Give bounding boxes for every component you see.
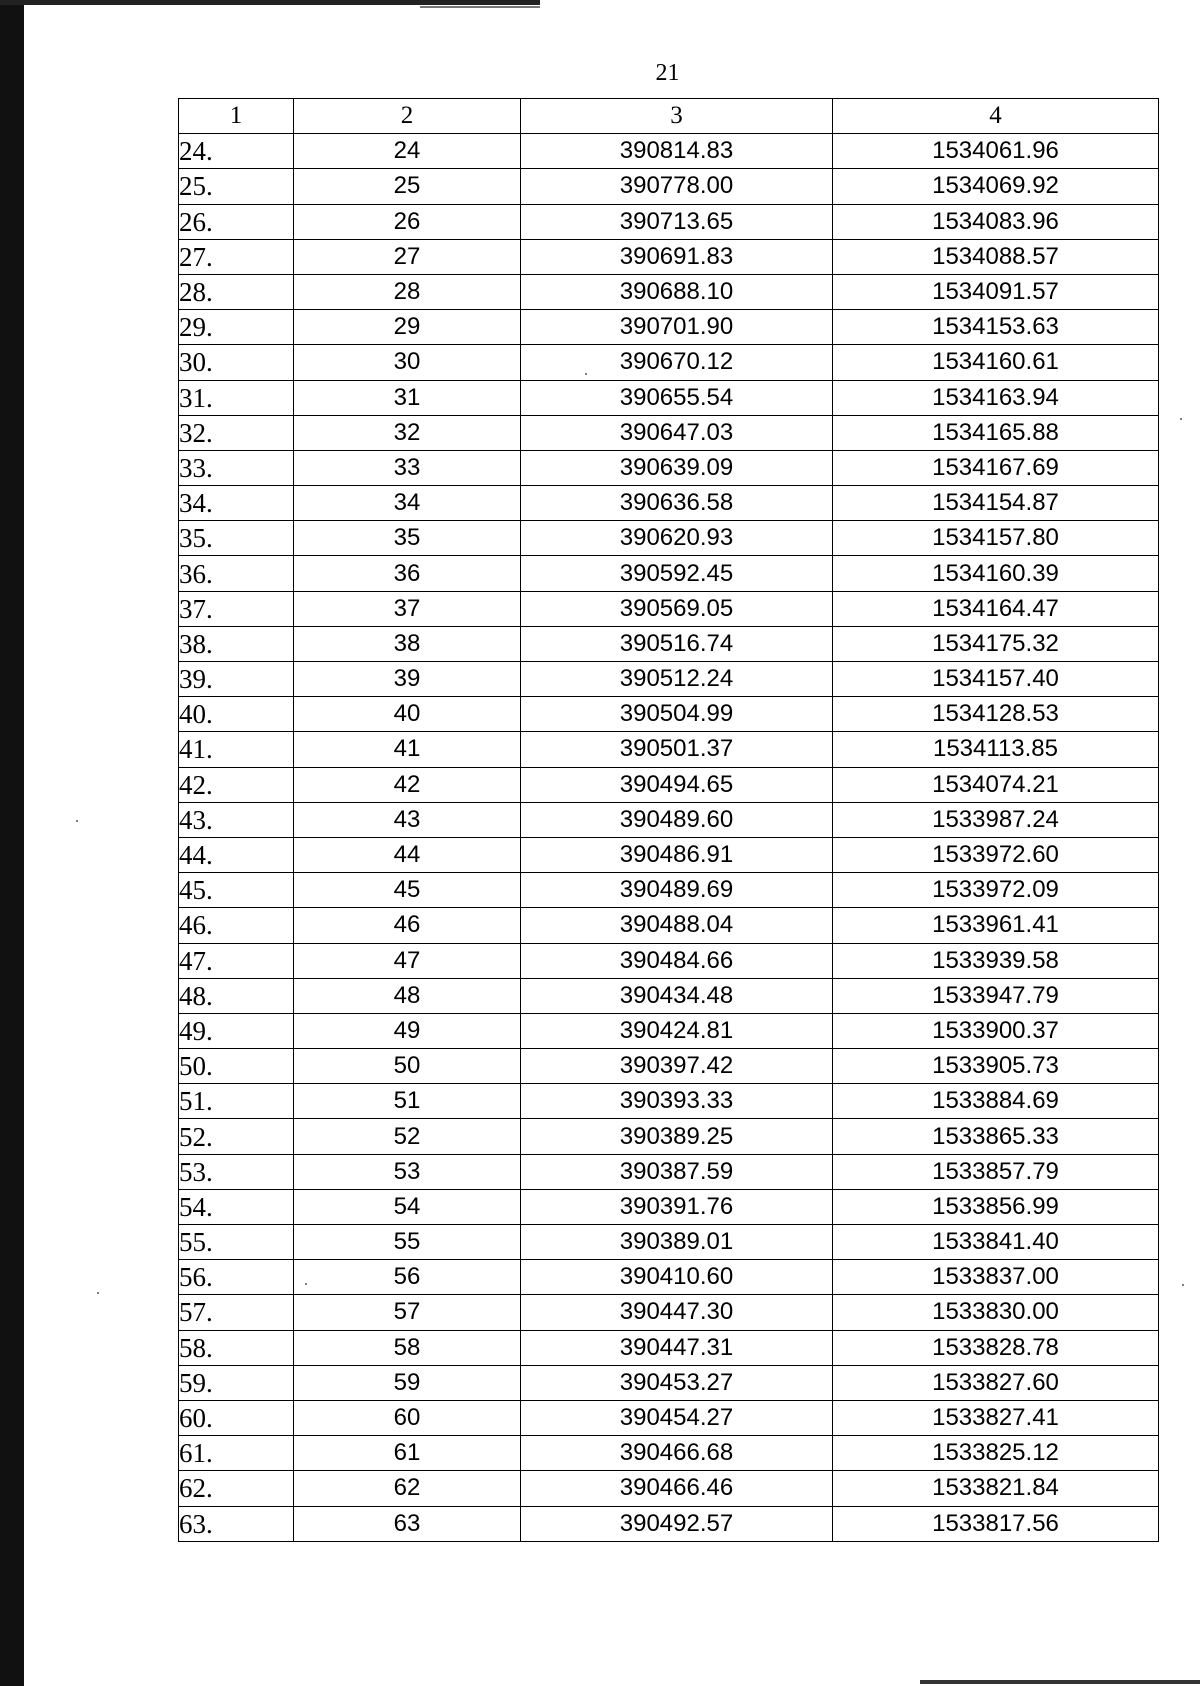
point-id-cell: 53 bbox=[294, 1154, 521, 1189]
table-row bbox=[179, 169, 1159, 204]
table-body bbox=[179, 134, 1159, 1542]
column-header-2: 2 bbox=[294, 99, 521, 134]
x-coordinate-cell: 390391.76 bbox=[521, 1189, 833, 1224]
row-number-cell: 52. bbox=[179, 1119, 294, 1154]
row-number-cell: 51. bbox=[179, 1084, 294, 1119]
table-row bbox=[179, 1154, 1159, 1189]
scan-edge-left bbox=[0, 0, 24, 1686]
table-row bbox=[179, 204, 1159, 239]
point-id-cell: 26 bbox=[294, 204, 521, 239]
table-row bbox=[179, 1365, 1159, 1400]
y-coordinate-cell: 1534069.92 bbox=[833, 169, 1159, 204]
table-row bbox=[179, 1225, 1159, 1260]
x-coordinate-cell: 390620.93 bbox=[521, 521, 833, 556]
y-coordinate-cell: 1534167.69 bbox=[833, 450, 1159, 485]
point-id-cell: 45 bbox=[294, 873, 521, 908]
table-row bbox=[179, 134, 1159, 169]
table-row bbox=[179, 1295, 1159, 1330]
table-row bbox=[179, 1506, 1159, 1541]
point-id-cell: 56 bbox=[294, 1260, 521, 1295]
x-coordinate-cell: 390647.03 bbox=[521, 415, 833, 450]
table-row bbox=[179, 802, 1159, 837]
row-number-cell: 50. bbox=[179, 1049, 294, 1084]
point-id-cell: 51 bbox=[294, 1084, 521, 1119]
row-number-cell: 32. bbox=[179, 415, 294, 450]
row-number-cell: 34. bbox=[179, 486, 294, 521]
row-number-cell: 55. bbox=[179, 1225, 294, 1260]
row-number-cell: 27. bbox=[179, 239, 294, 274]
x-coordinate-cell: 390688.10 bbox=[521, 274, 833, 309]
table-row bbox=[179, 697, 1159, 732]
x-coordinate-cell: 390492.57 bbox=[521, 1506, 833, 1541]
point-id-cell: 49 bbox=[294, 1013, 521, 1048]
table-row bbox=[179, 1260, 1159, 1295]
y-coordinate-cell: 1533827.60 bbox=[833, 1365, 1159, 1400]
y-coordinate-cell: 1534160.39 bbox=[833, 556, 1159, 591]
point-id-cell: 38 bbox=[294, 626, 521, 661]
x-coordinate-cell: 390454.27 bbox=[521, 1400, 833, 1435]
y-coordinate-cell: 1533865.33 bbox=[833, 1119, 1159, 1154]
table-row bbox=[179, 1330, 1159, 1365]
x-coordinate-cell: 390466.46 bbox=[521, 1471, 833, 1506]
x-coordinate-cell: 390484.66 bbox=[521, 943, 833, 978]
x-coordinate-cell: 390410.60 bbox=[521, 1260, 833, 1295]
row-number-cell: 59. bbox=[179, 1365, 294, 1400]
point-id-cell: 35 bbox=[294, 521, 521, 556]
coordinates-table bbox=[178, 98, 1159, 1542]
row-number-cell: 33. bbox=[179, 450, 294, 485]
scan-speck bbox=[76, 820, 78, 822]
y-coordinate-cell: 1533972.09 bbox=[833, 873, 1159, 908]
y-coordinate-cell: 1533827.41 bbox=[833, 1400, 1159, 1435]
column-header-4: 4 bbox=[833, 99, 1159, 134]
x-coordinate-cell: 390701.90 bbox=[521, 310, 833, 345]
point-id-cell: 24 bbox=[294, 134, 521, 169]
point-id-cell: 52 bbox=[294, 1119, 521, 1154]
table-row bbox=[179, 1013, 1159, 1048]
point-id-cell: 60 bbox=[294, 1400, 521, 1435]
row-number-cell: 60. bbox=[179, 1400, 294, 1435]
scan-edge-top bbox=[0, 0, 540, 5]
row-number-cell: 58. bbox=[179, 1330, 294, 1365]
row-number-cell: 48. bbox=[179, 978, 294, 1013]
row-number-cell: 43. bbox=[179, 802, 294, 837]
table-row bbox=[179, 556, 1159, 591]
y-coordinate-cell: 1533830.00 bbox=[833, 1295, 1159, 1330]
row-number-cell: 29. bbox=[179, 310, 294, 345]
point-id-cell: 33 bbox=[294, 450, 521, 485]
table-row bbox=[179, 1084, 1159, 1119]
point-id-cell: 29 bbox=[294, 310, 521, 345]
row-number-cell: 31. bbox=[179, 380, 294, 415]
x-coordinate-cell: 390504.99 bbox=[521, 697, 833, 732]
x-coordinate-cell: 390569.05 bbox=[521, 591, 833, 626]
x-coordinate-cell: 390447.30 bbox=[521, 1295, 833, 1330]
table-row bbox=[179, 591, 1159, 626]
row-number-cell: 35. bbox=[179, 521, 294, 556]
x-coordinate-cell: 390512.24 bbox=[521, 662, 833, 697]
y-coordinate-cell: 1533856.99 bbox=[833, 1189, 1159, 1224]
row-number-cell: 44. bbox=[179, 837, 294, 872]
point-id-cell: 54 bbox=[294, 1189, 521, 1224]
point-id-cell: 31 bbox=[294, 380, 521, 415]
row-number-cell: 47. bbox=[179, 943, 294, 978]
y-coordinate-cell: 1533900.37 bbox=[833, 1013, 1159, 1048]
row-number-cell: 49. bbox=[179, 1013, 294, 1048]
point-id-cell: 48 bbox=[294, 978, 521, 1013]
table-row bbox=[179, 662, 1159, 697]
x-coordinate-cell: 390778.00 bbox=[521, 169, 833, 204]
scan-edge-bottom bbox=[920, 1680, 1200, 1684]
row-number-cell: 56. bbox=[179, 1260, 294, 1295]
x-coordinate-cell: 390466.68 bbox=[521, 1436, 833, 1471]
row-number-cell: 30. bbox=[179, 345, 294, 380]
table-header-row bbox=[179, 99, 1159, 134]
row-number-cell: 37. bbox=[179, 591, 294, 626]
x-coordinate-cell: 390488.04 bbox=[521, 908, 833, 943]
row-number-cell: 26. bbox=[179, 204, 294, 239]
point-id-cell: 46 bbox=[294, 908, 521, 943]
x-coordinate-cell: 390397.42 bbox=[521, 1049, 833, 1084]
point-id-cell: 61 bbox=[294, 1436, 521, 1471]
y-coordinate-cell: 1534061.96 bbox=[833, 134, 1159, 169]
table-row bbox=[179, 1436, 1159, 1471]
point-id-cell: 58 bbox=[294, 1330, 521, 1365]
table-row bbox=[179, 1049, 1159, 1084]
table-row bbox=[179, 978, 1159, 1013]
row-number-cell: 45. bbox=[179, 873, 294, 908]
table-row bbox=[179, 345, 1159, 380]
table-row bbox=[179, 1119, 1159, 1154]
y-coordinate-cell: 1533821.84 bbox=[833, 1471, 1159, 1506]
x-coordinate-cell: 390814.83 bbox=[521, 134, 833, 169]
point-id-cell: 40 bbox=[294, 697, 521, 732]
point-id-cell: 36 bbox=[294, 556, 521, 591]
point-id-cell: 28 bbox=[294, 274, 521, 309]
y-coordinate-cell: 1533905.73 bbox=[833, 1049, 1159, 1084]
x-coordinate-cell: 390592.45 bbox=[521, 556, 833, 591]
table-row bbox=[179, 310, 1159, 345]
point-id-cell: 30 bbox=[294, 345, 521, 380]
y-coordinate-cell: 1534164.47 bbox=[833, 591, 1159, 626]
table-row bbox=[179, 1400, 1159, 1435]
point-id-cell: 41 bbox=[294, 732, 521, 767]
x-coordinate-cell: 390494.65 bbox=[521, 767, 833, 802]
scan-speck bbox=[1182, 1284, 1184, 1286]
row-number-cell: 46. bbox=[179, 908, 294, 943]
table-row bbox=[179, 450, 1159, 485]
scan-edge-top-thin bbox=[420, 6, 540, 8]
x-coordinate-cell: 390489.60 bbox=[521, 802, 833, 837]
scan-speck bbox=[1180, 418, 1182, 420]
point-id-cell: 55 bbox=[294, 1225, 521, 1260]
table-row bbox=[179, 908, 1159, 943]
y-coordinate-cell: 1533817.56 bbox=[833, 1506, 1159, 1541]
y-coordinate-cell: 1533857.79 bbox=[833, 1154, 1159, 1189]
y-coordinate-cell: 1533947.79 bbox=[833, 978, 1159, 1013]
y-coordinate-cell: 1533884.69 bbox=[833, 1084, 1159, 1119]
y-coordinate-cell: 1534165.88 bbox=[833, 415, 1159, 450]
y-coordinate-cell: 1534091.57 bbox=[833, 274, 1159, 309]
row-number-cell: 38. bbox=[179, 626, 294, 661]
column-header-3: 3 bbox=[521, 99, 833, 134]
y-coordinate-cell: 1534113.85 bbox=[833, 732, 1159, 767]
table-row bbox=[179, 274, 1159, 309]
point-id-cell: 59 bbox=[294, 1365, 521, 1400]
y-coordinate-cell: 1534160.61 bbox=[833, 345, 1159, 380]
table-row bbox=[179, 239, 1159, 274]
y-coordinate-cell: 1534154.87 bbox=[833, 486, 1159, 521]
y-coordinate-cell: 1533828.78 bbox=[833, 1330, 1159, 1365]
row-number-cell: 25. bbox=[179, 169, 294, 204]
point-id-cell: 37 bbox=[294, 591, 521, 626]
x-coordinate-cell: 390636.58 bbox=[521, 486, 833, 521]
row-number-cell: 28. bbox=[179, 274, 294, 309]
point-id-cell: 57 bbox=[294, 1295, 521, 1330]
y-coordinate-cell: 1534088.57 bbox=[833, 239, 1159, 274]
row-number-cell: 39. bbox=[179, 662, 294, 697]
x-coordinate-cell: 390691.83 bbox=[521, 239, 833, 274]
point-id-cell: 27 bbox=[294, 239, 521, 274]
row-number-cell: 36. bbox=[179, 556, 294, 591]
x-coordinate-cell: 390389.01 bbox=[521, 1225, 833, 1260]
point-id-cell: 44 bbox=[294, 837, 521, 872]
table-row bbox=[179, 1189, 1159, 1224]
y-coordinate-cell: 1533987.24 bbox=[833, 802, 1159, 837]
x-coordinate-cell: 390713.65 bbox=[521, 204, 833, 239]
x-coordinate-cell: 390655.54 bbox=[521, 380, 833, 415]
point-id-cell: 25 bbox=[294, 169, 521, 204]
row-number-cell: 42. bbox=[179, 767, 294, 802]
column-header-1: 1 bbox=[179, 99, 294, 134]
x-coordinate-cell: 390389.25 bbox=[521, 1119, 833, 1154]
point-id-cell: 47 bbox=[294, 943, 521, 978]
table-row bbox=[179, 873, 1159, 908]
x-coordinate-cell: 390393.33 bbox=[521, 1084, 833, 1119]
row-number-cell: 61. bbox=[179, 1436, 294, 1471]
scan-speck bbox=[97, 1292, 99, 1294]
table-row bbox=[179, 521, 1159, 556]
x-coordinate-cell: 390453.27 bbox=[521, 1365, 833, 1400]
x-coordinate-cell: 390434.48 bbox=[521, 978, 833, 1013]
table-row bbox=[179, 626, 1159, 661]
y-coordinate-cell: 1533961.41 bbox=[833, 908, 1159, 943]
y-coordinate-cell: 1534153.63 bbox=[833, 310, 1159, 345]
point-id-cell: 32 bbox=[294, 415, 521, 450]
row-number-cell: 41. bbox=[179, 732, 294, 767]
row-number-cell: 53. bbox=[179, 1154, 294, 1189]
row-number-cell: 63. bbox=[179, 1506, 294, 1541]
y-coordinate-cell: 1534157.80 bbox=[833, 521, 1159, 556]
row-number-cell: 24. bbox=[179, 134, 294, 169]
table-row bbox=[179, 732, 1159, 767]
x-coordinate-cell: 390489.69 bbox=[521, 873, 833, 908]
y-coordinate-cell: 1533939.58 bbox=[833, 943, 1159, 978]
table-row bbox=[179, 767, 1159, 802]
point-id-cell: 39 bbox=[294, 662, 521, 697]
table-row bbox=[179, 380, 1159, 415]
point-id-cell: 62 bbox=[294, 1471, 521, 1506]
table-row bbox=[179, 837, 1159, 872]
y-coordinate-cell: 1533972.60 bbox=[833, 837, 1159, 872]
table-row bbox=[179, 1471, 1159, 1506]
point-id-cell: 63 bbox=[294, 1506, 521, 1541]
x-coordinate-cell: 390486.91 bbox=[521, 837, 833, 872]
row-number-cell: 57. bbox=[179, 1295, 294, 1330]
row-number-cell: 54. bbox=[179, 1189, 294, 1224]
x-coordinate-cell: 390639.09 bbox=[521, 450, 833, 485]
y-coordinate-cell: 1534157.40 bbox=[833, 662, 1159, 697]
table-row bbox=[179, 486, 1159, 521]
row-number-cell: 40. bbox=[179, 697, 294, 732]
table-row bbox=[179, 943, 1159, 978]
point-id-cell: 34 bbox=[294, 486, 521, 521]
y-coordinate-cell: 1533837.00 bbox=[833, 1260, 1159, 1295]
y-coordinate-cell: 1534175.32 bbox=[833, 626, 1159, 661]
y-coordinate-cell: 1534163.94 bbox=[833, 380, 1159, 415]
row-number-cell: 62. bbox=[179, 1471, 294, 1506]
y-coordinate-cell: 1534128.53 bbox=[833, 697, 1159, 732]
x-coordinate-cell: 390670.12 bbox=[521, 345, 833, 380]
x-coordinate-cell: 390387.59 bbox=[521, 1154, 833, 1189]
point-id-cell: 43 bbox=[294, 802, 521, 837]
x-coordinate-cell: 390447.31 bbox=[521, 1330, 833, 1365]
y-coordinate-cell: 1533841.40 bbox=[833, 1225, 1159, 1260]
table-row bbox=[179, 415, 1159, 450]
point-id-cell: 42 bbox=[294, 767, 521, 802]
y-coordinate-cell: 1533825.12 bbox=[833, 1436, 1159, 1471]
point-id-cell: 50 bbox=[294, 1049, 521, 1084]
y-coordinate-cell: 1534083.96 bbox=[833, 204, 1159, 239]
x-coordinate-cell: 390501.37 bbox=[521, 732, 833, 767]
y-coordinate-cell: 1534074.21 bbox=[833, 767, 1159, 802]
page-number: 21 bbox=[655, 60, 680, 86]
x-coordinate-cell: 390516.74 bbox=[521, 626, 833, 661]
x-coordinate-cell: 390424.81 bbox=[521, 1013, 833, 1048]
